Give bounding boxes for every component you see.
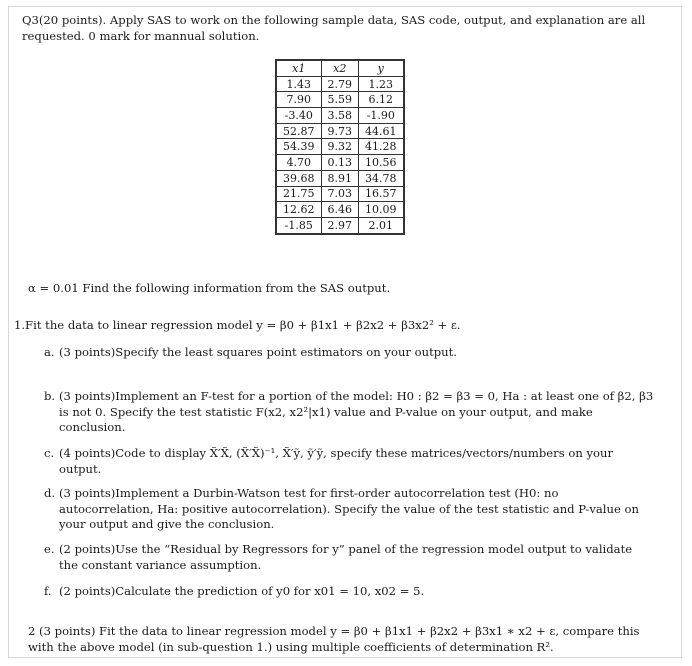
table-cell: 41.28 — [359, 139, 404, 155]
table-cell: 2.79 — [321, 76, 359, 92]
sub-question-label: c. — [44, 446, 55, 460]
table-cell: 8.91 — [321, 170, 359, 186]
table-cell: 10.56 — [359, 155, 404, 171]
sub-question-label: b. — [44, 389, 56, 403]
table-cell: 2.97 — [321, 217, 359, 233]
table-cell: 7.03 — [321, 186, 359, 202]
sub-question-text: (2 points)Calculate the prediction of y0 for x01 = 10, x02 = 5. — [59, 584, 425, 598]
table-cell: 5.59 — [321, 92, 359, 108]
table-row — [277, 108, 404, 124]
table-cell: 44.61 — [359, 123, 404, 139]
sub-question-label: a. — [44, 345, 55, 359]
table-header-row — [277, 61, 404, 77]
header-y: y — [359, 61, 404, 77]
table-row — [277, 76, 404, 92]
table-cell: 16.57 — [359, 186, 404, 202]
question-1-model: 1.Fit the data to linear regression model y = β0 + β1x1 + β2x2 + β3x2² + ε. — [14, 318, 461, 332]
table-cell: 7.90 — [277, 92, 322, 108]
table-cell: 10.09 — [359, 202, 404, 218]
table-cell: 34.78 — [359, 170, 404, 186]
table-cell: 9.32 — [321, 139, 359, 155]
header-x1: x1 — [277, 61, 322, 77]
table-cell: 54.39 — [277, 139, 322, 155]
table-row — [277, 217, 404, 233]
table-row — [277, 92, 404, 108]
table-cell: 6.46 — [321, 202, 359, 218]
table-row — [277, 155, 404, 171]
sample-data-table — [276, 60, 404, 234]
table-cell: 1.23 — [359, 76, 404, 92]
table-cell: -1.90 — [359, 108, 404, 124]
sub-question-label: e. — [44, 542, 55, 556]
table-row — [277, 123, 404, 139]
question-2: 2 (3 points) Fit the data to linear regression model y = β0 + β1x1 + β2x2 + β3x1 ∗ x2 + ε, compare this with the above model (in sub-question 1.) using multiple coefficients of determination R². — [28, 624, 640, 654]
table-cell: 12.62 — [277, 202, 322, 218]
table-cell: 4.70 — [277, 155, 322, 171]
table-cell: 3.58 — [321, 108, 359, 124]
table-cell: 2.01 — [359, 217, 404, 233]
table-cell: 6.12 — [359, 92, 404, 108]
table-cell: 0.13 — [321, 155, 359, 171]
table-row — [277, 186, 404, 202]
table-cell: 1.43 — [277, 76, 322, 92]
table-row — [277, 139, 404, 155]
sub-question-text: (3 points)Specify the least squares point estimators on your output. — [59, 345, 457, 359]
sub-question-text: (3 points)Implement a Durbin-Watson test for first-order autocorrelation test (H0: no autocorrelation, Ha: positive autocorrelation). Specify the value of the test statistic and P-value on your output and give the conclusion. — [59, 486, 639, 531]
table-cell: -3.40 — [277, 108, 322, 124]
sub-question-label: d. — [44, 486, 56, 500]
table-cell: 21.75 — [277, 186, 322, 202]
sub-question-text: (3 points)Implement an F-test for a portion of the model: H0 : β2 = β3 = 0, Ha : at least one of β2, β3 is not 0. Specify the test statistic F(x2, x2²|x1) value and P-value on your output, and make conclusion. — [59, 389, 654, 434]
header-x2: x2 — [321, 61, 359, 77]
table-row — [277, 202, 404, 218]
sub-question-text: (4 points)Code to display X̃′X̃, (X̃′X̃)⁻¹, X̃′ỹ, ỹ′ỹ, specify these matrices/vectors/numbers on your output. — [59, 446, 614, 476]
table-cell: 9.73 — [321, 123, 359, 139]
sub-question-text: (2 points)Use the “Residual by Regressors for y” panel of the regression model output to validate the constant variance assumption. — [59, 542, 633, 572]
sub-question-label: f. — [44, 584, 52, 598]
table-row — [277, 170, 404, 186]
question-3-intro: Q3(20 points). Apply SAS to work on the following sample data, SAS code, output, and explanation are all requested. 0 mark for mannual solution. — [22, 13, 646, 43]
table-cell: 39.68 — [277, 170, 322, 186]
table-cell: 52.87 — [277, 123, 322, 139]
table-cell: -1.85 — [277, 217, 322, 233]
alpha-instruction: α = 0.01 Find the following information from the SAS output. — [28, 281, 391, 295]
